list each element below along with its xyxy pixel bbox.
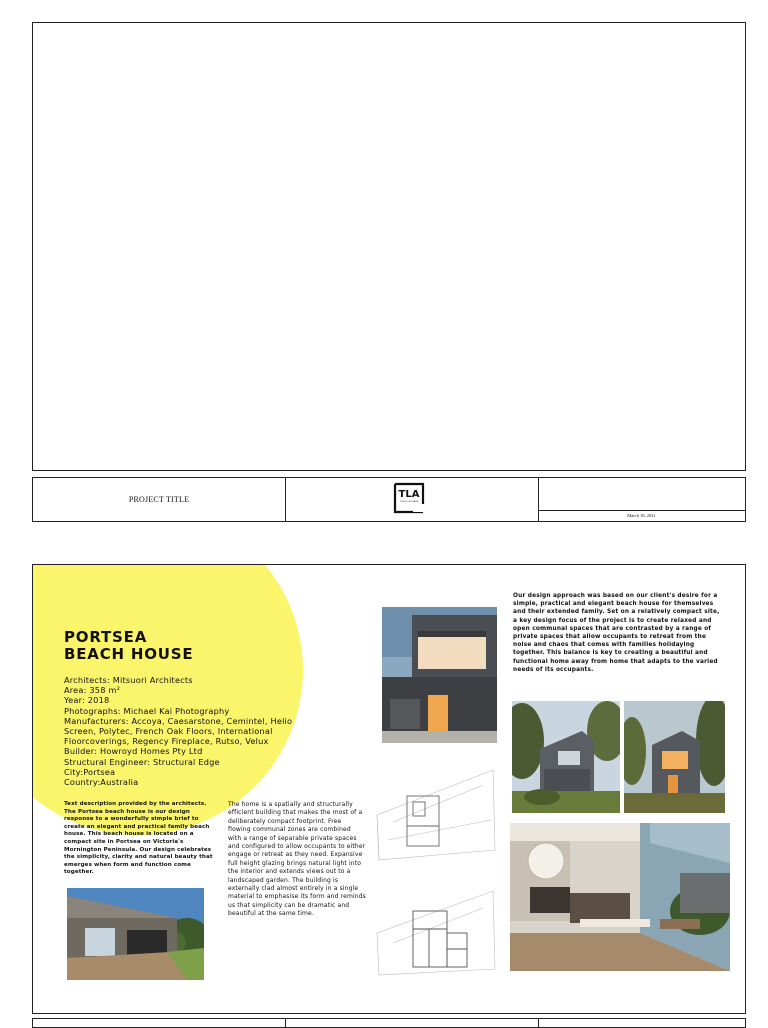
photo-house-trees-dusk bbox=[624, 701, 725, 813]
sheet1-drawing-frame bbox=[32, 22, 746, 471]
spec-line: Screen, Polytec, French Oak Floors, International bbox=[64, 726, 273, 737]
photo-house-dusk bbox=[382, 607, 497, 743]
spec-line: City:Portsea bbox=[64, 766, 116, 777]
heading-line: BEACH HOUSE bbox=[64, 645, 194, 663]
site-plan-drawing bbox=[373, 760, 498, 868]
sheet1-title-block bbox=[32, 477, 746, 522]
spec-line: Manufacturers: Accoya, Caesarstone, Cemintel, Helio bbox=[64, 715, 293, 726]
photo-house-trees-left bbox=[512, 701, 620, 813]
spec-line: Floorcoverings, Regency Fireplace, Rutso, Velux bbox=[64, 736, 269, 747]
project-specs bbox=[64, 675, 292, 787]
tla-logo bbox=[393, 482, 425, 514]
spec-line: Builder: Howroyd Homes Pty Ltd bbox=[64, 746, 203, 757]
floor-plan-drawing bbox=[373, 883, 498, 978]
logo-text: TLA bbox=[398, 489, 420, 500]
spec-line: Photographs: Michael Kai Photography bbox=[64, 705, 230, 716]
sheet2-title-block bbox=[32, 1018, 746, 1028]
project-title: PROJECT TITLE bbox=[128, 495, 190, 504]
project-heading bbox=[64, 629, 193, 663]
sheet-date: March 18, 2021 bbox=[627, 513, 656, 518]
photo-living-room-interior bbox=[510, 823, 730, 971]
spec-line: Country:Australia bbox=[64, 777, 139, 788]
spec-line: Architects: Mitsuori Architects bbox=[64, 675, 193, 685]
sheet2-presentation-board bbox=[32, 564, 746, 1014]
title-block-divider bbox=[285, 478, 286, 521]
spec-line: Structural Engineer: Structural Edge bbox=[64, 756, 220, 767]
photo-terrace-exterior bbox=[67, 888, 204, 980]
description-text-left: Text description provided by the architects. The Portsea beach house is our design response to a wonderfully simple brief to create an elegant and practical family beach house. This beach house is located on a compact site in Portsea on Victoria's Mornington Peninsula. Our design celebrates the simplicity, clarity and natural beauty that emerges when form and function come together. bbox=[64, 801, 213, 876]
title-block-divider bbox=[538, 1019, 539, 1027]
heading-line: PORTSEA bbox=[64, 628, 148, 646]
spec-line: Year: 2018 bbox=[64, 695, 110, 706]
spec-line: Area: 358 m² bbox=[64, 685, 121, 696]
title-block-divider bbox=[285, 1019, 286, 1027]
description-text-middle: The home is a spatially and structurally efficient building that makes the most of a deliberately compact footprint. Free flowing communal zones are combined with a range of separable private spaces and configured to allow occupants to either engage or retreat as they need. Expansive full height glazing brings natural light into the interior and extends views out to a landscaped garden. The building is externally clad almost entirely in a single material to emphasise its form and reminds us that simplicity can be dramatic and beautiful at the same time. bbox=[228, 801, 366, 918]
description-text-right: Our design approach was based on our client's desire for a simple, practical and elegant beach house for themselves and their extended family. Set on a relatively compact site, a key design focus of the project is to create relaxed and open communal spaces that are contrasted by a range of private spaces that allow occupants to retreat from the noise and chaos that comes with families holidaying together. This balance is key to creating a beautiful and functional home away from home that adapts to the varied needs of its occupants. bbox=[513, 593, 720, 673]
logo-subtext: YOUR LOGO HERE bbox=[400, 501, 418, 503]
